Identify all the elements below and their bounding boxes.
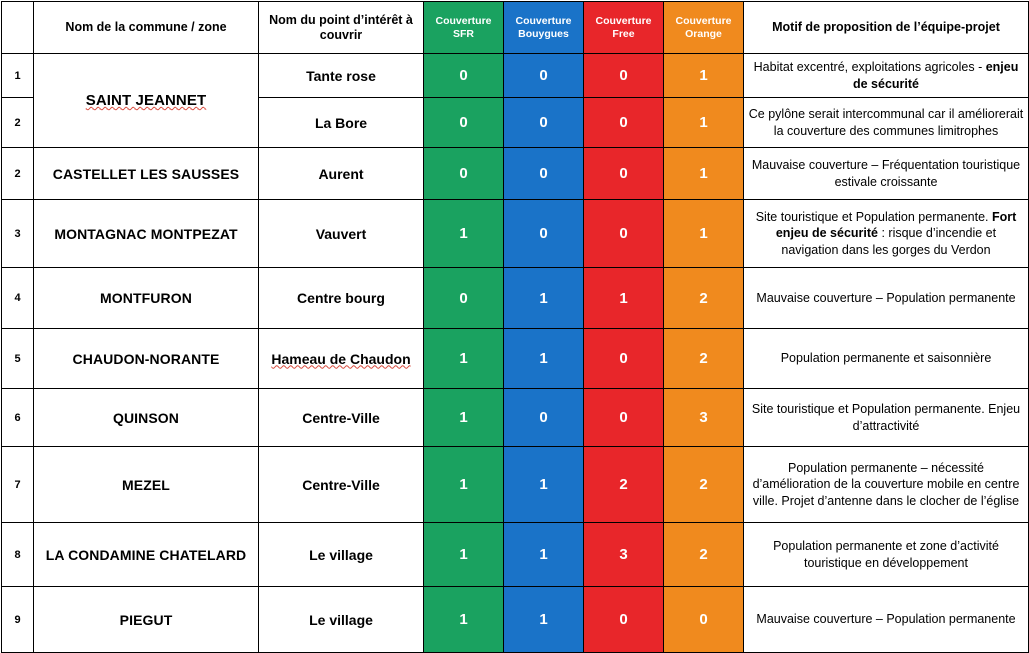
cell-coverage-sfr: 0	[424, 98, 504, 148]
header-motif: Motif de proposition de l’équipe-projet	[744, 2, 1029, 54]
cell-coverage-bouygues: 1	[504, 523, 584, 587]
cell-coverage-free: 2	[584, 447, 664, 523]
table-row	[2, 200, 1029, 268]
cell-coverage-orange: 2	[664, 523, 744, 587]
cell-coverage-orange: 2	[664, 329, 744, 389]
cell-commune: MEZEL	[34, 447, 259, 523]
table-row	[2, 389, 1029, 447]
cell-motif	[744, 98, 1029, 148]
table-row	[2, 329, 1029, 389]
cell-coverage-free: 0	[584, 98, 664, 148]
row-index: 1	[2, 54, 34, 98]
cell-coverage-sfr: 1	[424, 447, 504, 523]
cell-commune: QUINSON	[34, 389, 259, 447]
cell-coverage-orange: 0	[664, 587, 744, 653]
cell-coverage-sfr: 1	[424, 523, 504, 587]
cell-coverage-bouygues: 0	[504, 98, 584, 148]
cell-coverage-bouygues: 1	[504, 447, 584, 523]
cell-coverage-sfr: 1	[424, 587, 504, 653]
cell-motif	[744, 389, 1029, 447]
row-index: 3	[2, 200, 34, 268]
table-row	[2, 523, 1029, 587]
cell-coverage-sfr: 1	[424, 200, 504, 268]
cell-coverage-sfr: 0	[424, 54, 504, 98]
cell-motif	[744, 587, 1029, 653]
cell-poi: Le village	[259, 523, 424, 587]
cell-poi: Tante rose	[259, 54, 424, 98]
motif-text: Habitat excentré, exploitations agricoles -	[753, 60, 986, 75]
row-index: 2	[2, 148, 34, 200]
coverage-table-sheet	[0, 1, 1029, 640]
cell-coverage-bouygues: 1	[504, 587, 584, 653]
cell-motif	[744, 268, 1029, 329]
cell-commune: MONTAGNAC MONTPEZAT	[34, 200, 259, 268]
row-index: 2	[2, 98, 34, 148]
commune-label: SAINT JEANNET	[85, 92, 207, 109]
cell-coverage-free: 0	[584, 587, 664, 653]
header-coverage-free: Couverture Free	[584, 2, 664, 54]
cell-coverage-orange: 1	[664, 148, 744, 200]
cell-motif	[744, 200, 1029, 268]
header-poi: Nom du point d’intérêt à couvrir	[259, 2, 424, 54]
cell-commune: CHAUDON-NORANTE	[34, 329, 259, 389]
row-index: 4	[2, 268, 34, 329]
row-index: 6	[2, 389, 34, 447]
row-index: 7	[2, 447, 34, 523]
motif-text: Population permanente et zone d’activité touristique en développement	[773, 539, 999, 570]
motif-text: Mauvaise couverture – Population permanente	[756, 612, 1016, 627]
cell-motif	[744, 54, 1029, 98]
cell-coverage-sfr: 0	[424, 148, 504, 200]
cell-coverage-bouygues: 1	[504, 329, 584, 389]
motif-bold: enjeu de sécurité	[852, 60, 1019, 91]
cell-coverage-free: 0	[584, 54, 664, 98]
motif-text: Mauvaise couverture – Population permanente	[756, 290, 1016, 305]
motif-bold: Fort enjeu de sécurité	[775, 210, 1017, 241]
table-row	[2, 268, 1029, 329]
motif-text: Mauvaise couverture – Fréquentation touristique estivale croissante	[751, 158, 1021, 189]
row-index: 9	[2, 587, 34, 653]
motif-text-tail: : risque d’incendie et navigation dans les gorges du Verdon	[781, 226, 997, 257]
cell-poi: Centre-Ville	[259, 389, 424, 447]
cell-coverage-sfr: 1	[424, 329, 504, 389]
cell-coverage-sfr: 0	[424, 268, 504, 329]
cell-poi: Centre bourg	[259, 268, 424, 329]
cell-coverage-orange: 3	[664, 389, 744, 447]
header-commune: Nom de la commune / zone	[34, 2, 259, 54]
motif-text: Population permanente – nécessité d’amélioration de la couverture mobile en centre ville. Projet d’antenne dans le clocher de l’église	[752, 461, 1020, 508]
cell-poi: La Bore	[259, 98, 424, 148]
cell-coverage-bouygues: 0	[504, 54, 584, 98]
cell-commune: PIEGUT	[34, 587, 259, 653]
cell-coverage-bouygues: 0	[504, 148, 584, 200]
cell-commune	[34, 54, 259, 148]
cell-coverage-free: 0	[584, 200, 664, 268]
cell-coverage-orange: 1	[664, 98, 744, 148]
table-row	[2, 148, 1029, 200]
cell-coverage-orange: 1	[664, 200, 744, 268]
cell-coverage-orange: 2	[664, 268, 744, 329]
poi-label: Hameau de Chaudon	[271, 350, 411, 367]
table-row	[2, 54, 1029, 98]
cell-commune: LA CONDAMINE CHATELARD	[34, 523, 259, 587]
cell-poi: Le village	[259, 587, 424, 653]
cell-motif	[744, 523, 1029, 587]
cell-coverage-orange: 1	[664, 54, 744, 98]
header-coverage-sfr: Couverture SFR	[424, 2, 504, 54]
header-coverage-orange: Couverture Orange	[664, 2, 744, 54]
motif-text: Site touristique et Population permanente. Enjeu d’attractivité	[751, 402, 1021, 433]
cell-motif	[744, 447, 1029, 523]
table-row	[2, 447, 1029, 523]
cell-poi: Aurent	[259, 148, 424, 200]
header-index	[2, 2, 34, 54]
cell-coverage-free: 0	[584, 148, 664, 200]
cell-coverage-free: 1	[584, 268, 664, 329]
cell-poi: Centre-Ville	[259, 447, 424, 523]
row-index: 8	[2, 523, 34, 587]
header-coverage-bouygues: Couverture Bouygues	[504, 2, 584, 54]
cell-poi: Vauvert	[259, 200, 424, 268]
cell-coverage-free: 0	[584, 389, 664, 447]
cell-coverage-free: 3	[584, 523, 664, 587]
cell-coverage-sfr: 1	[424, 389, 504, 447]
cell-coverage-bouygues: 1	[504, 268, 584, 329]
coverage-table	[1, 1, 1029, 653]
table-row	[2, 587, 1029, 653]
cell-motif	[744, 148, 1029, 200]
cell-motif	[744, 329, 1029, 389]
cell-coverage-free: 0	[584, 329, 664, 389]
row-index: 5	[2, 329, 34, 389]
motif-text: Population permanente et saisonnière	[780, 351, 992, 366]
table-header-row	[2, 2, 1029, 54]
cell-poi	[259, 329, 424, 389]
cell-commune: MONTFURON	[34, 268, 259, 329]
cell-coverage-bouygues: 0	[504, 389, 584, 447]
motif-text: Ce pylône serait intercommunal car il améliorerait la couverture des communes limitrophes	[748, 107, 1024, 138]
cell-coverage-bouygues: 0	[504, 200, 584, 268]
motif-text: Site touristique et Population permanente.	[755, 210, 992, 225]
cell-commune: CASTELLET LES SAUSSES	[34, 148, 259, 200]
cell-coverage-orange: 2	[664, 447, 744, 523]
